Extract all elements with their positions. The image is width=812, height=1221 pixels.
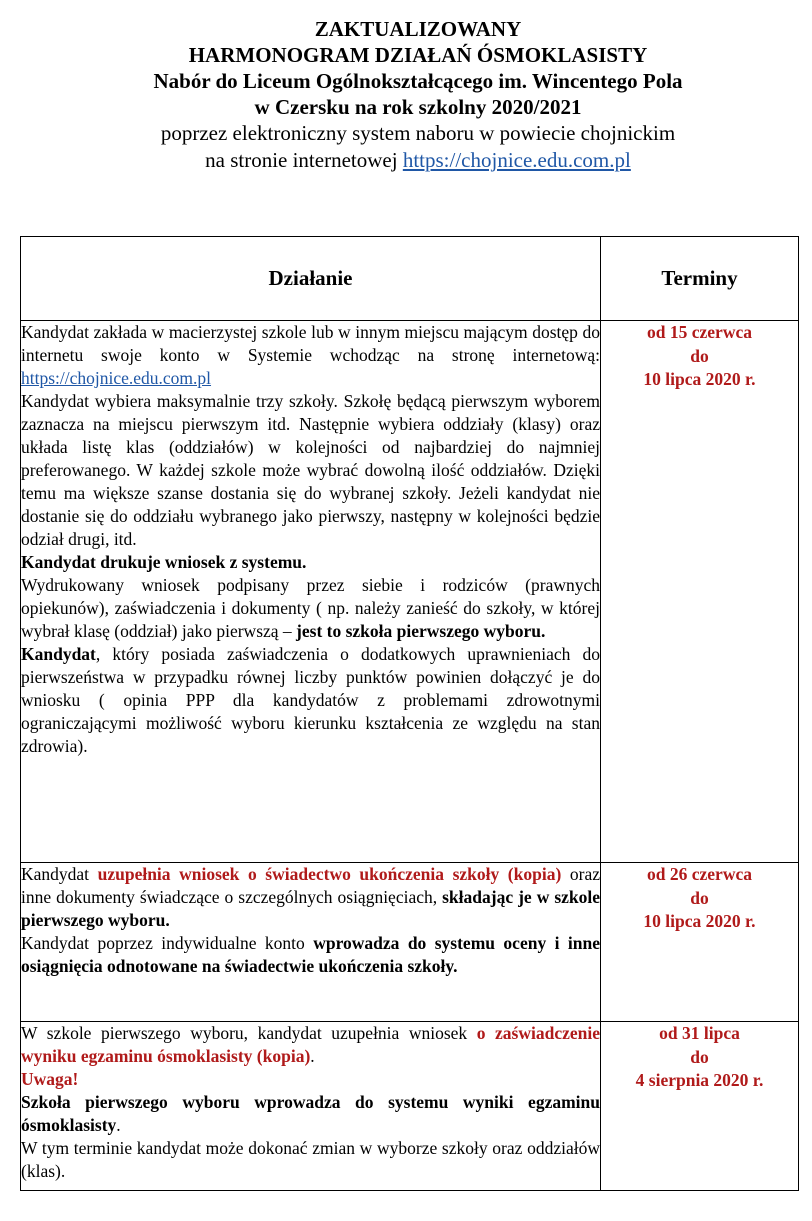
subtitle-prefix: na stronie internetowej: [205, 148, 403, 172]
term-start: od 15 czerwca: [647, 322, 752, 342]
action-text: Kandydat zakłada w macierzystej szkole lub w innym miejscu mającym dostęp do internetu swoje konto w Systemie wchodząc na stronę internetową:: [21, 322, 600, 365]
term-cell: [601, 321, 799, 863]
action-cell: [21, 863, 601, 1022]
term-separator: do: [690, 1046, 709, 1067]
title-line-4: w Czersku na rok szkolny 2020/2021: [254, 95, 582, 119]
action-text-highlight: o zaświadczenie wyniku egzaminu ósmoklasisty (kopia): [21, 1023, 600, 1066]
action-text: .: [310, 1046, 315, 1066]
action-cell: [21, 321, 601, 863]
action-paragraph: [21, 863, 600, 932]
action-paragraph: [21, 1091, 600, 1137]
action-paragraph: W tym terminie kandydat może dokonać zmian w wyborze szkoły oraz oddziałów (klas).: [21, 1138, 600, 1181]
action-paragraph: Kandydat wybiera maksymalnie trzy szkoły. Szkołę będącą pierwszym wyborem zaznacza na miejscu pierwszym itd. Następnie wybiera oddziały (klasy) oraz układa listę klas (oddziałów) w kolejności od najbardziej do najmniej preferowanego. W każdej szkole może wybrać dowolną ilość oddziałów. Dzięki temu ma większe szanse dostania się do wybranej szkoły. Jeżeli kandydat nie dostanie się do oddziału wybranego jako pierwszy, następny w kolejności będzie odział drugi, itd.: [21, 391, 600, 549]
term-end: 4 sierpnia 2020 r.: [635, 1070, 764, 1090]
subtitle-line-2: [0, 147, 812, 174]
term-end: 10 lipca 2020 r.: [643, 911, 756, 931]
table-row: [21, 1022, 799, 1191]
action-link[interactable]: https://chojnice.edu.com.pl: [21, 368, 212, 388]
action-paragraph: [21, 932, 600, 978]
action-text: Wydrukowany wniosek podpisany przez siebie i rodziców (prawnych opiekunów), zaświadczenia i dokumenty ( np. należy zanieść do szkoły, w której wybrał klasę (oddział) jako pierwszą –: [21, 575, 600, 641]
term-end: 10 lipca 2020 r.: [643, 369, 756, 389]
action-text-bold: Kandydat: [21, 644, 96, 664]
action-text-bold: wprowadza do systemu oceny i inne osiągnięcia odnotowane na świadectwie ukończenia szkoły.: [21, 933, 600, 976]
action-text-bold: Szkoła pierwszego wyboru wprowadza do systemu wyniki egzaminu ósmoklasisty: [21, 1092, 600, 1135]
subtitle-line-1: poprzez elektroniczny system naboru w powiecie chojnickim: [160, 121, 676, 145]
action-paragraph: [21, 321, 600, 390]
action-text: Kandydat poprzez indywidualne konto: [21, 933, 314, 953]
action-text: .: [116, 1115, 121, 1135]
action-cell: [21, 1022, 601, 1191]
term-separator: do: [690, 887, 709, 908]
column-header-terms: Terminy: [601, 237, 799, 321]
action-text: Kandydat: [21, 864, 98, 884]
term-cell: [601, 863, 799, 1022]
title-line-1: ZAKTUALIZOWANY: [314, 17, 522, 41]
action-text-highlight: uzupełnia wniosek o świadectwo ukończenia szkoły (kopia): [97, 864, 562, 884]
action-text: W szkole pierwszego wyboru, kandydat uzupełnia wniosek: [21, 1023, 477, 1043]
term-cell: [601, 1022, 799, 1191]
action-text: , który posiada zaświadczenia o dodatkowych uprawnieniach do pierwszeństwa w przypadku równej liczby punktów powinien dołączyć je do wniosku ( opinia PPP dla kandydatów z problemami zdrowotnymi ograniczającymi możliwość wyboru kierunku kształcenia ze względu na stan zdrowia).: [21, 644, 600, 756]
warning-label: Uwaga!: [21, 1069, 79, 1089]
schedule-table: [20, 236, 799, 1191]
header-link[interactable]: https://chojnice.edu.com.pl: [402, 148, 631, 172]
action-text-bold: jest to szkoła pierwszego wyboru.: [296, 621, 546, 641]
table-row: [21, 863, 799, 1022]
action-paragraph: Kandydat drukuje wniosek z systemu.: [21, 552, 307, 572]
term-start: od 26 czerwca: [647, 864, 752, 884]
column-header-action: Działanie: [21, 237, 601, 321]
term-start: od 31 lipca: [659, 1023, 740, 1043]
title-line-2: HARMONOGRAM DZIAŁAŃ ÓSMOKLASISTY: [188, 43, 648, 67]
table-header-row: [21, 237, 799, 321]
action-text: oraz inne dokumenty świadczące o szczególnych osiągnięciach,: [21, 864, 600, 907]
action-paragraph: [21, 1022, 600, 1068]
action-paragraph: [21, 643, 600, 758]
table-row: [21, 321, 799, 863]
action-paragraph: [21, 574, 600, 643]
action-text-bold: składając je w szkole pierwszego wyboru.: [21, 887, 601, 930]
term-separator: do: [690, 345, 709, 366]
title-line-3: Nabór do Liceum Ogólnokształcącego im. Wincentego Pola: [153, 69, 683, 93]
document-header: [0, 16, 812, 174]
